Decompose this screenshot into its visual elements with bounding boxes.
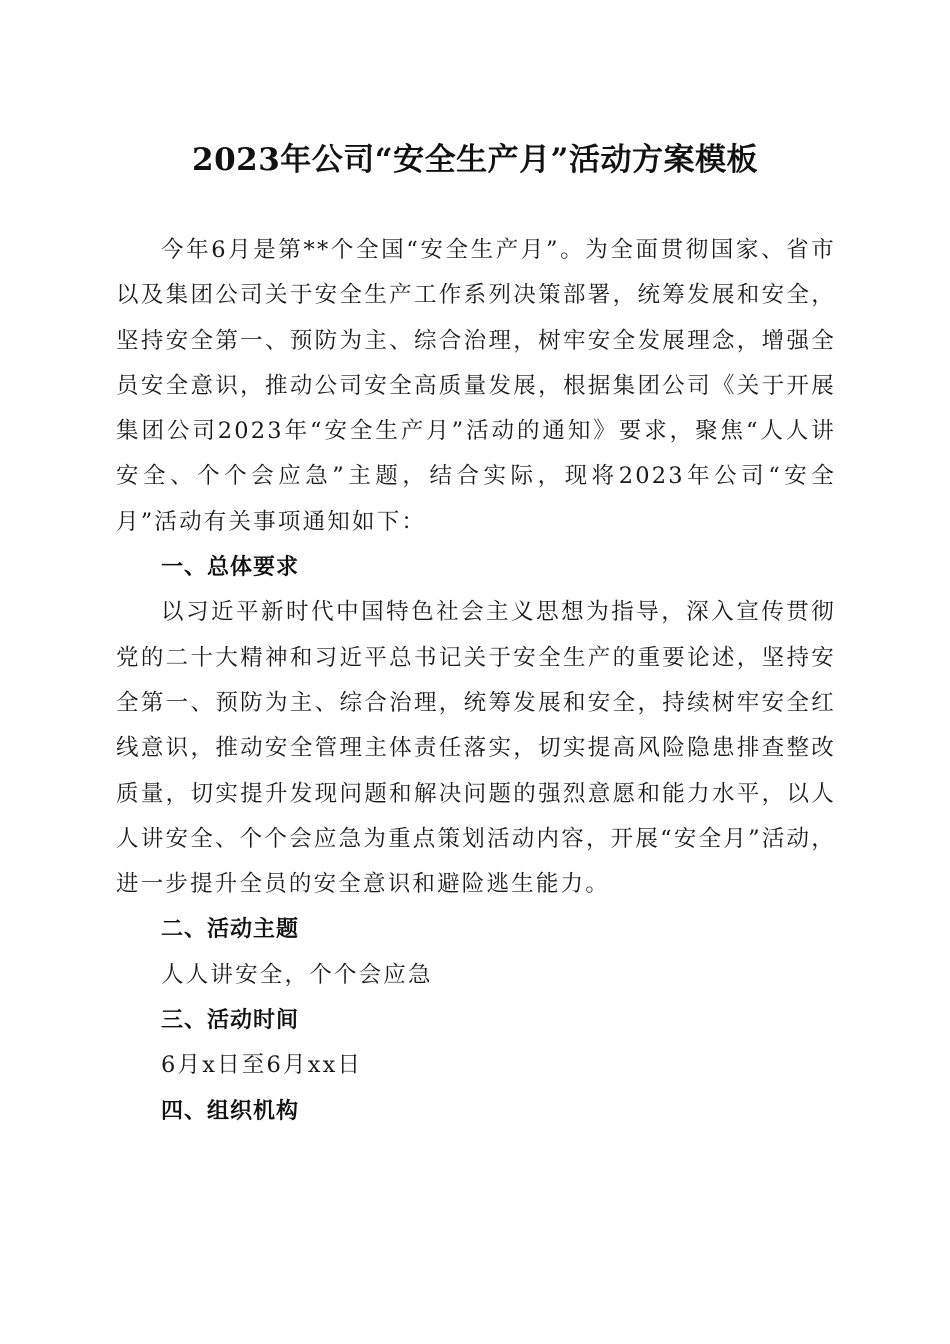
section-heading-activity-time: 三、活动时间 — [161, 1008, 300, 1034]
section-content-activity-time: 6月x日至6月xx日 — [161, 1052, 363, 1079]
section-heading-organization: 四、组织机构 — [161, 1098, 300, 1124]
section-content-general-requirements: 以习近平新时代中国特色社会主义思想为指导，深入宣传贯彻党的二十大精神和习近平总书记关于安全生产的重要论述，坚持安全第一、预防为主、综合治理，统筹发展和安全，持续树牢安全红线意识，推动安全管理主体责任落实，切实提高风险隐患排查整改质量，切实提升发现问题和解决问题的强烈意愿和能力水平，以人人讲安全、个个会应急为重点策划活动内容，开展“安全月”活动，进一步提升全员的安全意识和避险逃生能力。 — [116, 599, 836, 898]
document-title: 2023年公司“安全生产月”活动方案模板 — [192, 142, 758, 178]
document-body — [116, 228, 836, 1134]
section-heading-activity-theme: 二、活动主题 — [161, 917, 300, 943]
intro-paragraph: 今年6月是第**个全国“安全生产月”。为全面贯彻国家、省市以及集团公司关于安全生产工作系列决策部署，统筹发展和安全，坚持安全第一、预防为主、综合治理，树牢安全发展理念，增强全员安全意识，推动公司安全高质量发展，根据集团公司《关于开展集团公司2023年“安全生产月”活动的通知》要求，聚焦“人人讲安全、个个会应急”主题，结合实际，现将2023年公司“安全月”活动有关事项通知如下： — [116, 237, 836, 535]
section-content-activity-theme: 人人讲安全，个个会应急 — [161, 961, 433, 988]
section-heading-general-requirements: 一、总体要求 — [161, 555, 300, 581]
